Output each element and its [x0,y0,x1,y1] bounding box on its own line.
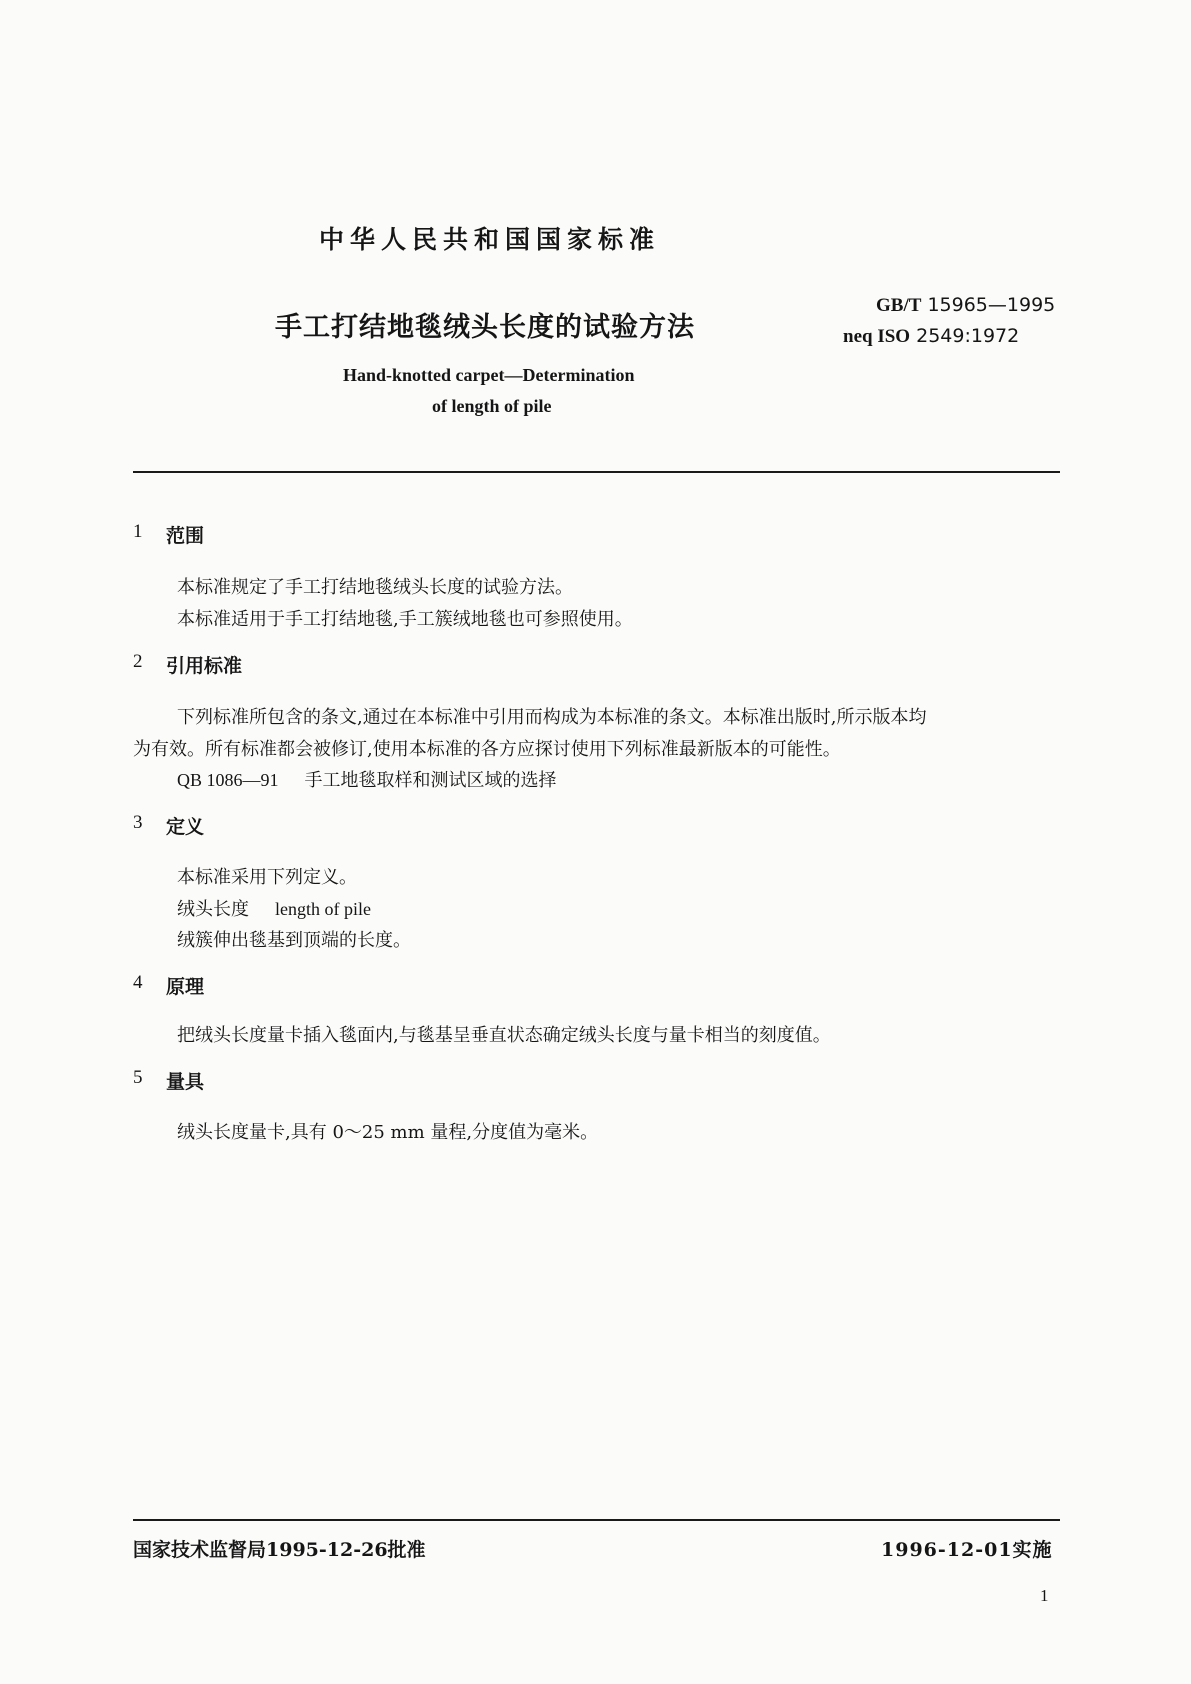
reference-entry [177,766,557,792]
standard-prefix: GB/T [876,295,922,316]
paragraph: 本标准采用下列定义。 [177,867,357,888]
section-title-references: 引用标准 [166,655,243,677]
document-title-cn: 手工打结地毯绒头长度的试验方法 [275,312,695,343]
footer-divider [133,1519,1060,1521]
section-title-definitions: 定义 [166,816,205,838]
section-title-principle: 原理 [166,976,205,998]
header-divider [133,471,1060,473]
paragraph: 绒头长度量卡,具有 0～25 mm 量程,分度值为毫米。 [177,1122,599,1143]
term-cn: 绒头长度 [177,899,249,920]
document-title-en-line1: Hand-knotted carpet—Determination [343,365,635,385]
section-number: 1 [133,521,143,542]
term-entry [177,895,371,921]
term-en: length of pile [275,899,371,919]
national-standard-title: 中华人民共和国国家标准 [319,225,661,254]
effective-date: 1996-12-01实施 [881,1539,1053,1561]
term-definition: 绒簇伸出毯基到顶端的长度。 [177,930,411,951]
equivalent-number: 2549:1972 [916,325,1020,347]
standard-number [876,294,1055,317]
section-title-scope: 范围 [166,525,205,547]
standard-number-value: 15965—1995 [927,294,1056,316]
equivalent-standard [843,325,1019,348]
section-number: 3 [133,812,143,833]
section-number: 5 [133,1067,143,1088]
document-title-en-line2: of length of pile [432,396,552,416]
approval-date: 国家技术监督局1995-12-26批准 [133,1539,426,1561]
equivalent-prefix: neq ISO [843,326,911,347]
paragraph-continuation: 为有效。所有标准都会被修订,使用本标准的各方应探讨使用下列标准最新版本的可能性。 [133,739,841,760]
paragraph: 本标准规定了手工打结地毯绒头长度的试验方法。 [177,577,573,598]
paragraph: 把绒头长度量卡插入毯面内,与毯基呈垂直状态确定绒头长度与量卡相当的刻度值。 [177,1025,831,1046]
page-number: 1 [1040,1586,1049,1605]
reference-title: 手工地毯取样和测试区域的选择 [304,770,557,791]
paragraph: 下列标准所包含的条文,通过在本标准中引用而构成为本标准的条文。本标准出版时,所示版本均 [177,707,927,728]
paragraph: 本标准适用于手工打结地毯,手工簇绒地毯也可参照使用。 [177,609,633,630]
reference-code: QB 1086—91 [177,770,279,790]
section-title-apparatus: 量具 [166,1071,205,1093]
section-number: 2 [133,651,143,672]
section-number: 4 [133,972,143,993]
